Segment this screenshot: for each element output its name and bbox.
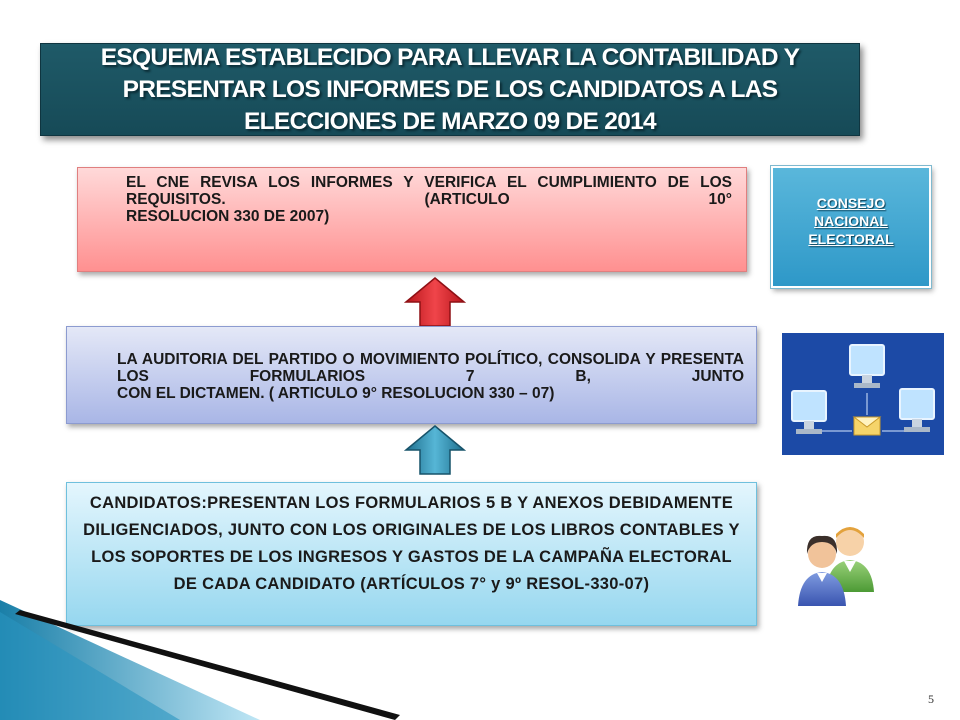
cne-step-box: [77, 167, 747, 272]
auditoria-step-text-last: CON EL DICTAMEN. ( ARTICULO 9° RESOLUCION 330 – 07): [117, 385, 555, 402]
slide-title-box: [40, 43, 860, 136]
cne-label-line2: NACIONAL: [814, 213, 888, 229]
cne-label-box: [771, 166, 931, 288]
auditoria-step-text: LA AUDITORIA DEL PARTIDO O MOVIMIENTO POLÍTICO, CONSOLIDA Y PRESENTA LOS FORMULARIOS 7 B, JUNTO: [117, 351, 744, 385]
network-computers-icon: [782, 333, 944, 455]
cne-label-line1: CONSEJO: [816, 195, 886, 211]
cne-step-text-last: RESOLUCION 330 DE 2007): [126, 208, 330, 225]
up-arrow-teal-icon: [404, 424, 466, 476]
page-number: 5: [928, 692, 934, 706]
up-arrow-red-icon: [404, 276, 466, 328]
cne-step-text: EL CNE REVISA LOS INFORMES Y VERIFICA EL CUMPLIMIENTO DE LOS REQUISITOS. (ARTICULO 10°: [126, 174, 732, 208]
people-icon: [790, 520, 890, 620]
cne-label-line3: ELECTORAL: [808, 231, 894, 247]
auditoria-step-box: [66, 326, 757, 424]
decorative-swoosh: [0, 590, 420, 720]
candidatos-step-text: CANDIDATOS:PRESENTAN LOS FORMULARIOS 5 B Y ANEXOS DEBIDAMENTE DILIGENCIADOS, JUNTO CON LOS ORIGINALES DE LOS LIBROS CONTABLES Y LOS SOPORTES DE LOS INGRESOS Y GASTOS DE LA CAMPAÑA ELECTORAL DE CADA CANDIDATO (ARTÍCULOS 7° y 9º RESOL-330-07): [83, 494, 740, 593]
slide-title: ESQUEMA ESTABLECIDO PARA LLEVAR LA CONTABILIDAD Y PRESENTAR LOS INFORMES DE LOS CANDIDATOS A LAS ELECCIONES DE MARZO 09 DE 2014: [100, 43, 800, 135]
